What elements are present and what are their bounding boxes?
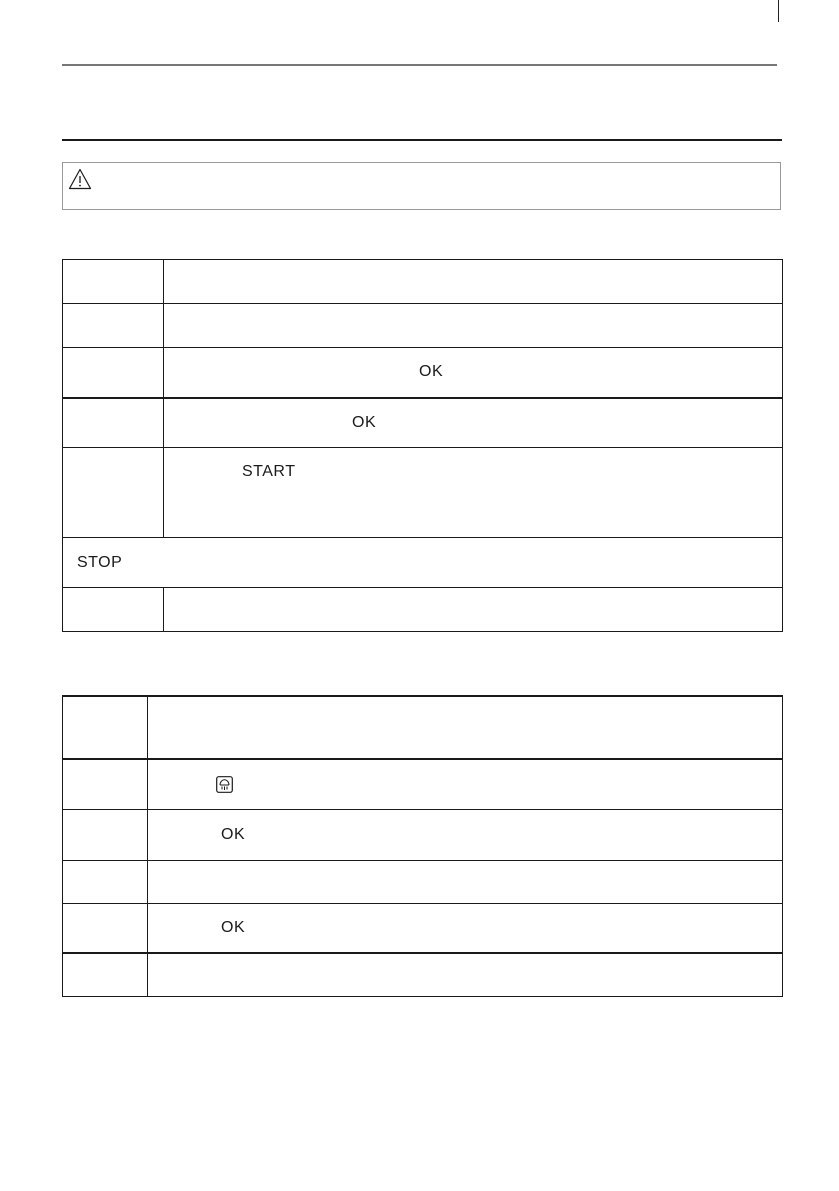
step-number-cell: [63, 809, 148, 860]
step-number-cell: [63, 260, 164, 304]
step-number-cell: [63, 448, 164, 538]
step-text-cell: [148, 860, 783, 903]
table-row: [63, 903, 783, 953]
step-number-cell: [63, 759, 148, 809]
step-text-cell: [148, 759, 783, 809]
step-text-cell: [148, 696, 783, 759]
ok-key-label: OK: [419, 363, 444, 381]
step-number-cell: [63, 860, 148, 903]
step-number-cell: [63, 696, 148, 759]
step-text-cell: [164, 348, 783, 398]
page-corner-mark: [778, 0, 779, 22]
table-row: [63, 348, 783, 398]
steps-table-2: [62, 695, 783, 997]
table-row: [63, 304, 783, 348]
ok-key-label: OK: [352, 413, 377, 431]
header-rule: [62, 64, 777, 66]
step-text-cell: [148, 809, 783, 860]
steam-cleaning-icon: [216, 776, 233, 793]
step-number-cell: [63, 953, 148, 996]
step-text-cell: [164, 260, 783, 304]
step-number-cell: [63, 348, 164, 398]
warning-box: [62, 162, 781, 210]
stop-key-label: STOP: [77, 553, 123, 571]
stop-note-cell: [63, 538, 783, 588]
step-text-cell: [148, 903, 783, 953]
start-key-label: START: [242, 463, 296, 480]
step-number-cell: [63, 304, 164, 348]
section-rule: [62, 139, 782, 141]
table-row: [63, 398, 783, 448]
step-text-cell: [164, 448, 783, 538]
step-number-cell: [63, 903, 148, 953]
table-row: [63, 860, 783, 903]
step-text-cell: [164, 304, 783, 348]
table-row: [63, 953, 783, 996]
table-row: [63, 588, 783, 632]
step-text-cell: [164, 588, 783, 632]
steps-table-1: [62, 259, 783, 632]
step-text-cell: [164, 398, 783, 448]
table-row: [63, 696, 783, 759]
ok-key-label: OK: [221, 918, 246, 936]
table-row: [63, 448, 783, 538]
table-row: [63, 260, 783, 304]
step-number-cell: [63, 398, 164, 448]
table-row: [63, 759, 783, 809]
warning-triangle-icon: [68, 168, 92, 190]
table-row: [63, 809, 783, 860]
ok-key-label: OK: [221, 825, 246, 843]
table-row: [63, 538, 783, 588]
step-text-cell: [148, 953, 783, 996]
step-number-cell: [63, 588, 164, 632]
